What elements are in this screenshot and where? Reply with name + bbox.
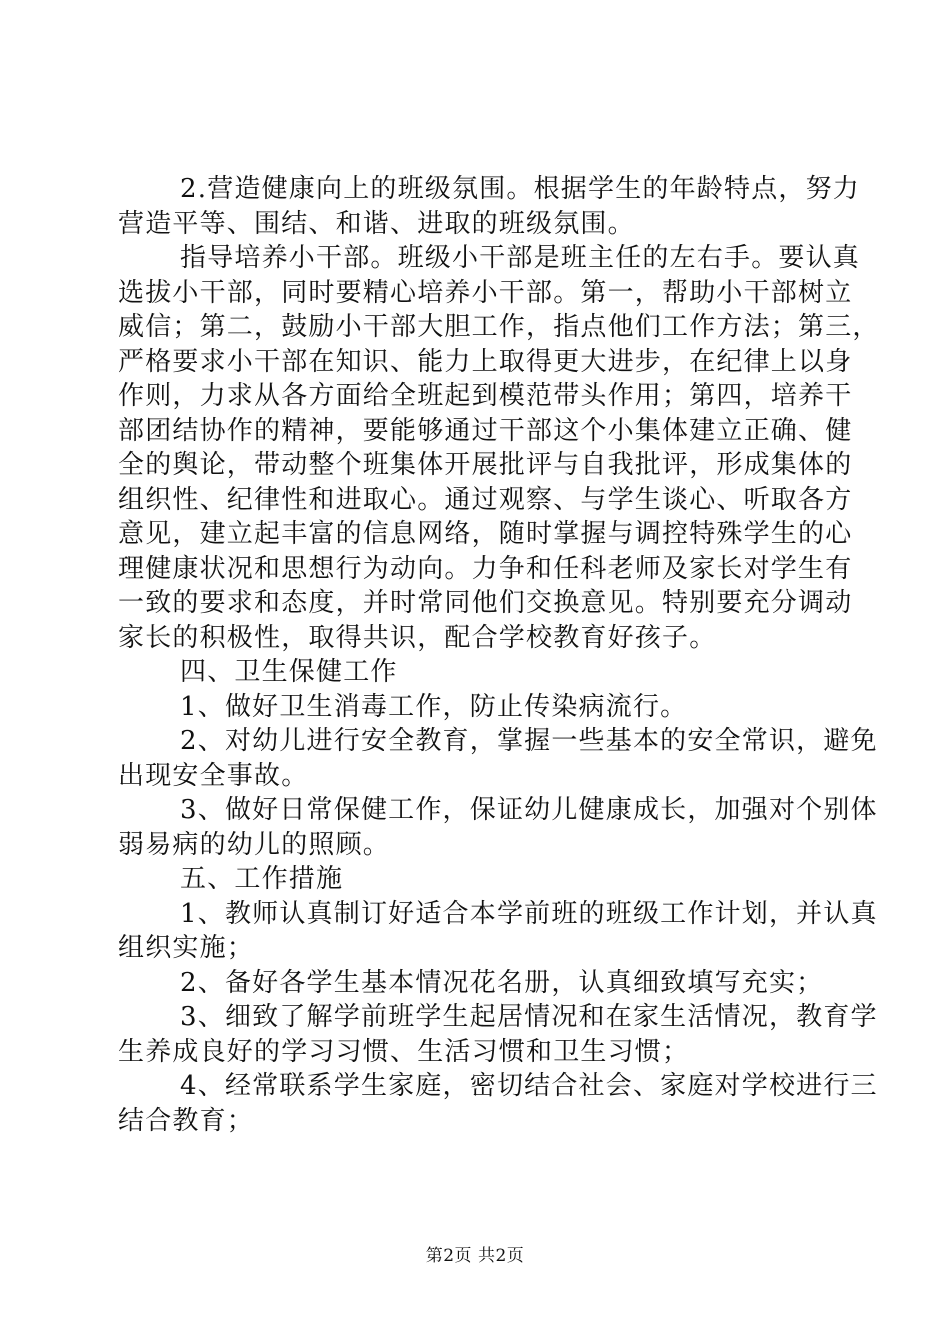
text-line: 五、工作措施 (180, 864, 344, 894)
text-line: 营造平等、围结、和谐、进取的班级氛围。 (118, 208, 635, 239)
text-line: 出现安全事故。 (118, 760, 309, 791)
text-line: 组织实施； (118, 933, 255, 963)
text-line: 弱易病的幼儿的照顾。 (118, 829, 391, 860)
text-line: 一致的要求和态度，并时常同他们交换意见。特别要充分调动 (118, 588, 853, 618)
text-line: 威信；第二，鼓励小干部大胆工作，指点他们工作方法；第三， (118, 312, 880, 342)
text-line: 选拔小干部，同时要精心培养小干部。第一，帮助小干部树立 (118, 277, 853, 308)
text-line: 理健康状况和思想行为动向。力争和任科老师及家长对学生有 (118, 553, 853, 584)
text-line: 指导培养小干部。班级小干部是班主任的左右手。要认真 (180, 243, 861, 273)
text-line: 4、经常联系学生家庭，密切结合社会、家庭对学校进行三 (180, 1071, 878, 1101)
text-line: 意见，建立起丰富的信息网络，随时掌握与调控特殊学生的心 (118, 519, 853, 549)
text-line: 四、卫生保健工作 (180, 657, 398, 687)
text-line: 结合教育； (118, 1105, 255, 1136)
text-line: 2、对幼儿进行安全教育，掌握一些基本的安全常识，避免 (180, 726, 878, 756)
text-line: 1、做好卫生消毒工作，防止传染病流行。 (180, 691, 688, 722)
text-line: 3、做好日常保健工作，保证幼儿健康成长，加强对个别体 (180, 795, 878, 825)
text-line: 全的舆论，带动整个班集体开展批评与自我批评，形成集体的 (118, 450, 853, 480)
text-line: 严格要求小干部在知识、能力上取得更大进步，在纪律上以身 (118, 346, 853, 377)
text-line: 作则，力求从各方面给全班起到模范带头作用；第四，培养干 (118, 381, 853, 411)
document-body (118, 172, 880, 1138)
text-line: 2、备好各学生基本情况花名册，认真细致填写充实； (180, 967, 824, 998)
text-line: 生养成良好的学习习惯、生活习惯和卫生习惯； (118, 1036, 690, 1067)
page-footer: 第2页 共2页 (425, 1246, 525, 1266)
text-line: 1、教师认真制订好适合本学前班的班级工作计划，并认真 (180, 898, 878, 929)
text-line: 家长的积极性，取得共识，配合学校教育好孩子。 (118, 622, 717, 653)
text-line: 组织性、纪律性和进取心。通过观察、与学生谈心、听取各方 (118, 484, 853, 515)
text-line: 2.营造健康向上的班级氛围。根据学生的年龄特点，努力 (180, 174, 861, 204)
text-line: 部团结协作的精神，要能够通过干部这个小集体建立正确、健 (118, 415, 853, 446)
text-line: 3、细致了解学前班学生起居情况和在家生活情况，教育学 (180, 1002, 878, 1032)
